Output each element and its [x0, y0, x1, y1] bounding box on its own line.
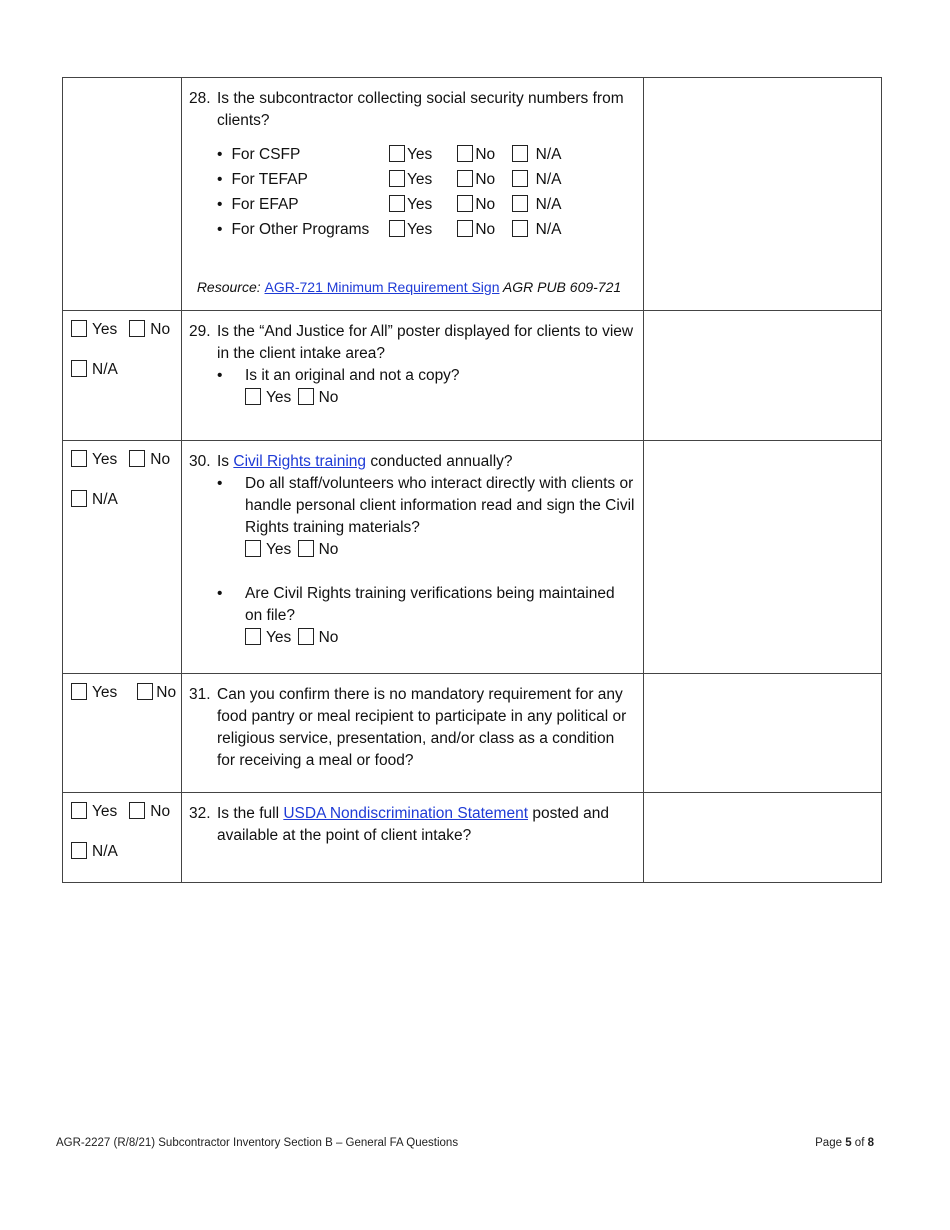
- na-checkbox[interactable]: [512, 195, 528, 212]
- question-number: 28.: [189, 90, 211, 107]
- notes-cell-28: [644, 78, 882, 311]
- bullet-icon: •: [217, 367, 223, 384]
- no-checkbox[interactable]: [457, 220, 473, 237]
- yes-checkbox[interactable]: [389, 220, 405, 237]
- program-row-efap: • For EFAP Yes No N/A: [217, 192, 635, 217]
- sub-question: Are Civil Rights training verifications being maintained on file?: [245, 585, 615, 624]
- yes-checkbox[interactable]: [71, 450, 87, 467]
- question-text: Is the subcontractor collecting social security numbers from clients?: [217, 90, 624, 129]
- notes-cell-32: [644, 793, 882, 883]
- program-list: [217, 142, 635, 242]
- question-number: 31.: [189, 686, 211, 703]
- sub-question: Is it an original and not a copy?: [245, 367, 460, 384]
- usda-nondiscrimination-link[interactable]: USDA Nondiscrimination Statement: [283, 805, 529, 822]
- question-text: Is the “And Justice for All” poster displayed for clients to view in the client intake area?: [217, 323, 634, 362]
- na-checkbox[interactable]: [512, 170, 528, 187]
- page-footer: [56, 1137, 874, 1149]
- question-cell-29: 29. Is the “And Justice for All” poster displayed for clients to view in the client intake area? • Is it an original and not a copy? Yes No: [182, 311, 644, 441]
- page-number: Page 5 of 8: [815, 1137, 874, 1149]
- yes-checkbox[interactable]: [245, 540, 261, 557]
- questions-table: [62, 77, 882, 883]
- question-text: Is Civil Rights training conducted annually?: [217, 453, 513, 470]
- answer-cell-29: Yes No N/A: [63, 311, 182, 441]
- resource-pub: AGR PUB 609-721: [502, 279, 622, 295]
- no-checkbox[interactable]: [129, 802, 145, 819]
- no-checkbox[interactable]: [298, 388, 314, 405]
- resource-line: [189, 276, 635, 298]
- question-cell-31: [182, 674, 644, 793]
- program-label: • For CSFP: [217, 142, 389, 167]
- yes-checkbox[interactable]: [71, 320, 87, 337]
- question-row-30: [63, 441, 882, 674]
- resource-label: Resource:: [196, 279, 261, 295]
- program-row-tefap: • For TEFAP Yes No N/A: [217, 167, 635, 192]
- no-checkbox[interactable]: [298, 628, 314, 645]
- program-label: • For TEFAP: [217, 167, 389, 192]
- no-checkbox[interactable]: [137, 683, 153, 700]
- yes-checkbox[interactable]: [389, 170, 405, 187]
- yes-checkbox[interactable]: [245, 388, 261, 405]
- no-checkbox[interactable]: [457, 145, 473, 162]
- question-row-32: [63, 793, 882, 883]
- question-cell-32: [182, 793, 644, 883]
- yes-checkbox[interactable]: [389, 195, 405, 212]
- resource-link[interactable]: AGR-721 Minimum Requirement Sign: [264, 279, 500, 295]
- answer-cell-28: [63, 78, 182, 311]
- notes-cell-30: [644, 441, 882, 674]
- na-checkbox[interactable]: [71, 842, 87, 859]
- question-row-29: [63, 311, 882, 441]
- question-number: 30.: [189, 453, 211, 470]
- answer-cell-32: Yes No N/A: [63, 793, 182, 883]
- na-checkbox[interactable]: [71, 360, 87, 377]
- na-checkbox[interactable]: [71, 490, 87, 507]
- question-text: Can you confirm there is no mandatory requirement for any food pantry or meal recipient to participate in any political or religious service, presentation, and/or class as a condition for receiving a meal or food?: [217, 686, 627, 769]
- answer-cell-31: Yes No: [63, 674, 182, 793]
- no-checkbox[interactable]: [129, 450, 145, 467]
- program-label: • For EFAP: [217, 192, 389, 217]
- yes-checkbox[interactable]: [71, 683, 87, 700]
- question-row-28: [63, 78, 882, 311]
- question-row-31: [63, 674, 882, 793]
- notes-cell-29: [644, 311, 882, 441]
- question-cell-28: [182, 78, 644, 311]
- sub-question: Do all staff/volunteers who interact directly with clients or handle personal client information read and sign the Civil Rights training materials?: [245, 475, 635, 536]
- yes-checkbox[interactable]: [245, 628, 261, 645]
- program-row-csfp: • For CSFP Yes No N/A: [217, 142, 635, 167]
- na-checkbox[interactable]: [512, 220, 528, 237]
- yes-checkbox[interactable]: [71, 802, 87, 819]
- no-checkbox[interactable]: [129, 320, 145, 337]
- no-checkbox[interactable]: [457, 170, 473, 187]
- program-label: • For Other Programs: [217, 217, 389, 242]
- na-checkbox[interactable]: [512, 145, 528, 162]
- form-id: AGR-2227 (R/8/21) Subcontractor Inventory Section B – General FA Questions: [56, 1137, 459, 1149]
- question-number: 32.: [189, 805, 211, 822]
- bullet-icon: •: [217, 585, 223, 602]
- no-checkbox[interactable]: [457, 195, 473, 212]
- program-row-other: • For Other Programs Yes No N/A: [217, 217, 635, 242]
- question-number: 29.: [189, 323, 211, 340]
- no-checkbox[interactable]: [298, 540, 314, 557]
- question-text: Is the full USDA Nondiscrimination Statement posted and available at the point of client intake?: [217, 805, 610, 844]
- notes-cell-31: [644, 674, 882, 793]
- yes-checkbox[interactable]: [389, 145, 405, 162]
- bullet-icon: •: [217, 475, 223, 492]
- question-cell-30: 30. Is Civil Rights training conducted annually? • Do all staff/volunteers who interact directly with clients or handle personal client information read and sign the Civil Rights training materials? Yes No • Are Civil Rights training verifications being maintained on file? Yes No: [182, 441, 644, 674]
- answer-cell-30: Yes No N/A: [63, 441, 182, 674]
- civil-rights-training-link[interactable]: Civil Rights training: [233, 453, 367, 470]
